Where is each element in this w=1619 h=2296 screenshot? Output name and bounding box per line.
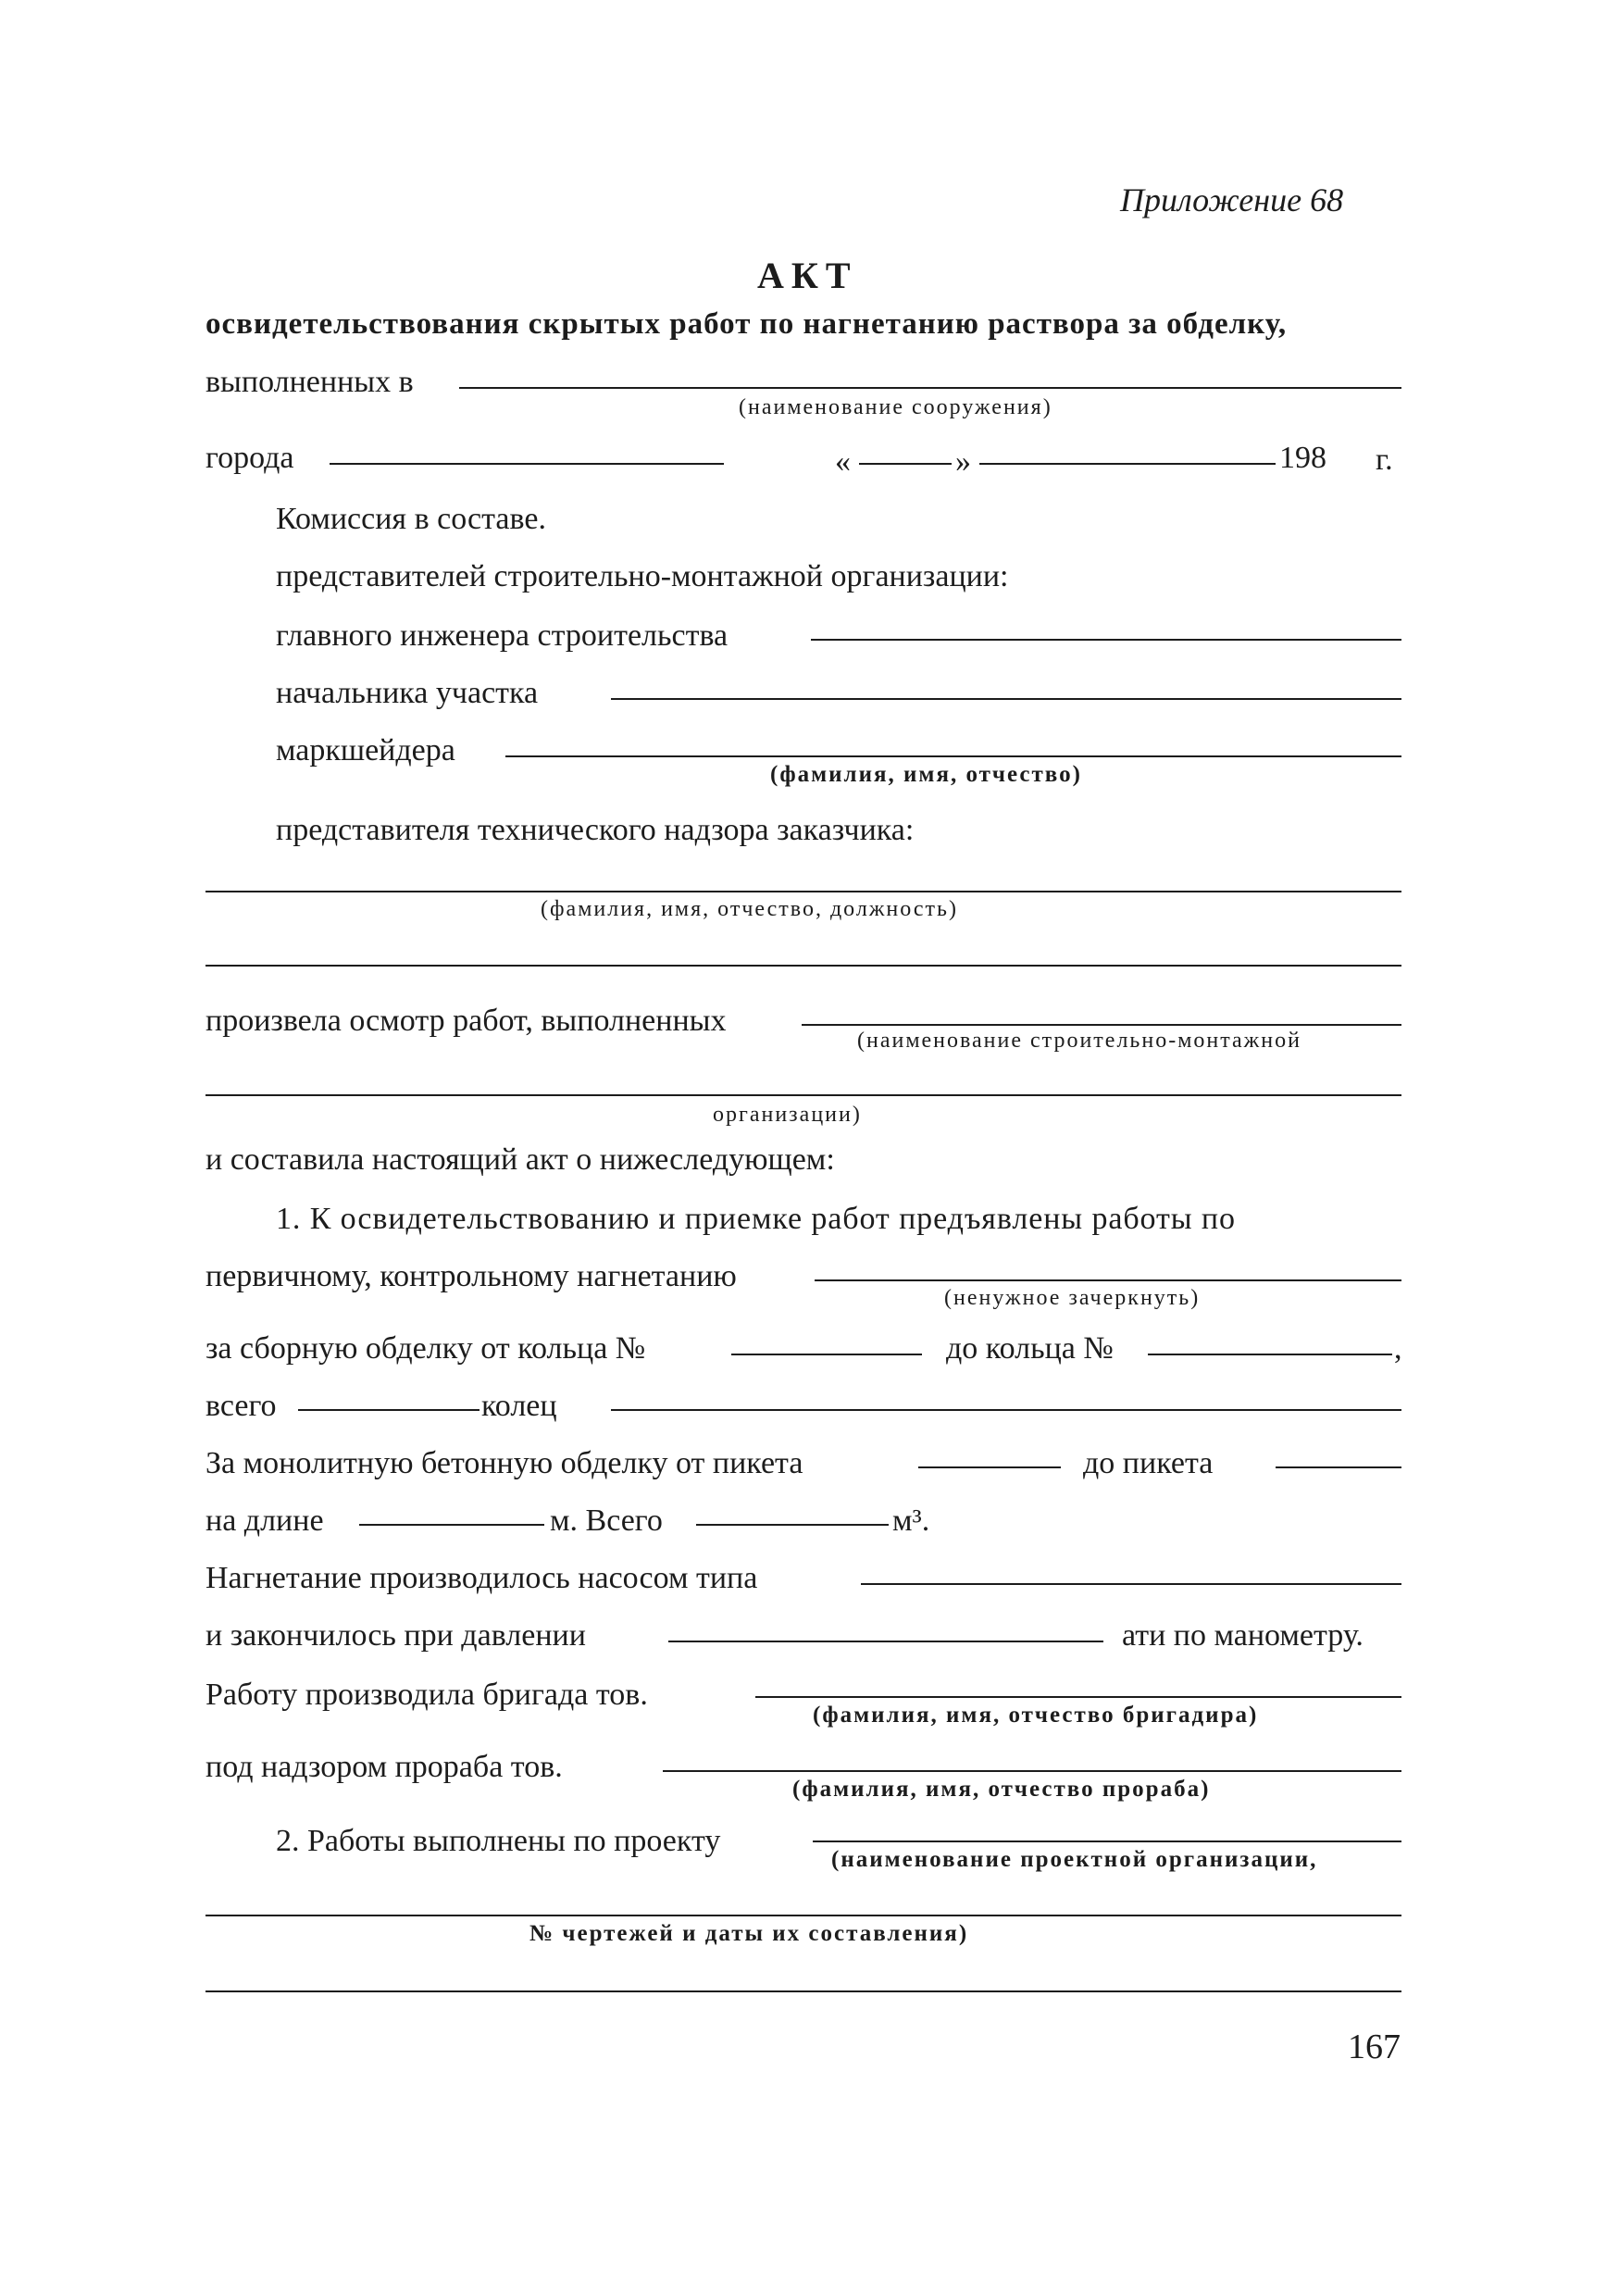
performed-in-label: выполненных в bbox=[205, 365, 414, 399]
strike-hint: (ненужное зачеркнуть) bbox=[944, 1286, 1201, 1310]
gauge-label: ати по манометру. bbox=[1122, 1618, 1364, 1653]
cubic-label: м³. bbox=[892, 1504, 930, 1538]
project-line-2 bbox=[205, 1915, 1401, 1916]
ring-to-label: до кольца № bbox=[946, 1331, 1114, 1366]
project-hint-1: (наименование проектной организации, bbox=[831, 1847, 1318, 1872]
pressure-line bbox=[668, 1641, 1103, 1642]
date-day-line bbox=[859, 463, 952, 465]
pump-type-label: Нагнетание производилось насосом типа bbox=[205, 1561, 758, 1595]
item1-line2: первичному, контрольному нагнетанию bbox=[205, 1259, 737, 1293]
project-line-1 bbox=[813, 1841, 1401, 1842]
surveyor-label: маркшейдера bbox=[276, 733, 455, 767]
contractor-org-line-2 bbox=[205, 1094, 1401, 1096]
document-title: АКТ bbox=[757, 255, 858, 296]
page-number: 167 bbox=[1348, 2028, 1401, 2066]
project-line-3 bbox=[205, 1990, 1401, 1992]
length-line bbox=[359, 1524, 544, 1526]
pressure-label: и закончилось при давлении bbox=[205, 1618, 586, 1653]
item2-label: 2. Работы выполнены по проекту bbox=[276, 1824, 721, 1858]
picket-to-line bbox=[1276, 1466, 1401, 1468]
fio-position-hint: (фамилия, имя, отчество, должность) bbox=[541, 897, 958, 921]
customer-rep-label: представителя технического надзора заказчика: bbox=[276, 813, 915, 847]
chief-engineer-label: главного инженера строительства bbox=[276, 618, 729, 653]
brigade-hint: (фамилия, имя, отчество бригадира) bbox=[813, 1703, 1259, 1728]
item1-line1: 1. К освидетельствованию и приемке работ предъявлены работы по bbox=[276, 1202, 1236, 1236]
date-quote-open: « bbox=[835, 444, 851, 479]
customer-rep-line-2 bbox=[205, 965, 1401, 967]
brigade-line bbox=[755, 1696, 1401, 1698]
date-year-suffix: г. bbox=[1376, 443, 1393, 477]
fio-hint: (фамилия, имя, отчество) bbox=[770, 762, 1082, 787]
surveyor-line bbox=[505, 755, 1401, 757]
city-line bbox=[330, 463, 724, 465]
date-month-line bbox=[979, 463, 1276, 465]
inspected-label: произвела осмотр работ, выполненных bbox=[205, 1004, 727, 1038]
customer-rep-line-1 bbox=[205, 891, 1401, 892]
work-type-line bbox=[815, 1279, 1401, 1281]
meters-total-label: м. Всего bbox=[550, 1504, 663, 1538]
brigade-label: Работу производила бригада тов. bbox=[205, 1678, 648, 1712]
org-hint-1: (наименование строительно-монтажной bbox=[857, 1029, 1301, 1053]
appendix-label: Приложение 68 bbox=[1120, 181, 1344, 218]
document-subtitle: освидетельствования скрытых работ по нагнетанию раствора за обделку, bbox=[205, 307, 1288, 341]
compiled-label: и составила настоящий акт о нижеследующем: bbox=[205, 1142, 835, 1177]
structure-name-line bbox=[459, 387, 1401, 389]
commission-label: Комиссия в составе. bbox=[276, 502, 546, 536]
picket-to-label: до пикета bbox=[1083, 1446, 1214, 1480]
foreman-hint: (фамилия, имя, отчество прораба) bbox=[792, 1777, 1211, 1802]
city-label: города bbox=[205, 441, 294, 475]
picket-from-line bbox=[918, 1466, 1061, 1468]
ring-from-label: за сборную обделку от кольца № bbox=[205, 1331, 646, 1366]
ring-from-line bbox=[731, 1354, 922, 1355]
contractor-org-line-1 bbox=[802, 1024, 1401, 1026]
picket-from-label: За монолитную бетонную обделку от пикета bbox=[205, 1446, 803, 1480]
section-head-line bbox=[611, 698, 1401, 700]
section-head-label: начальника участка bbox=[276, 676, 539, 710]
rings-label: колец bbox=[481, 1389, 557, 1423]
volume-line bbox=[696, 1524, 889, 1526]
chief-engineer-line bbox=[811, 639, 1401, 641]
structure-name-hint: (наименование сооружения) bbox=[739, 395, 1052, 419]
ring-to-line bbox=[1148, 1354, 1392, 1355]
ring-comma: , bbox=[1394, 1331, 1402, 1366]
foreman-label: под надзором прораба тов. bbox=[205, 1750, 563, 1784]
contractor-reps-label: представителей строительно-монтажной организации: bbox=[276, 559, 1009, 593]
rings-extra-line bbox=[611, 1409, 1401, 1411]
length-label: на длине bbox=[205, 1504, 324, 1538]
foreman-line bbox=[663, 1770, 1401, 1772]
org-hint-2: организации) bbox=[713, 1103, 862, 1127]
total-label: всего bbox=[205, 1389, 277, 1423]
project-hint-2: № чертежей и даты их составления) bbox=[529, 1921, 969, 1946]
pump-type-line bbox=[861, 1583, 1401, 1585]
total-rings-line bbox=[298, 1409, 479, 1411]
date-quote-close: » bbox=[955, 444, 971, 479]
date-year-prefix: 198 bbox=[1279, 441, 1326, 475]
